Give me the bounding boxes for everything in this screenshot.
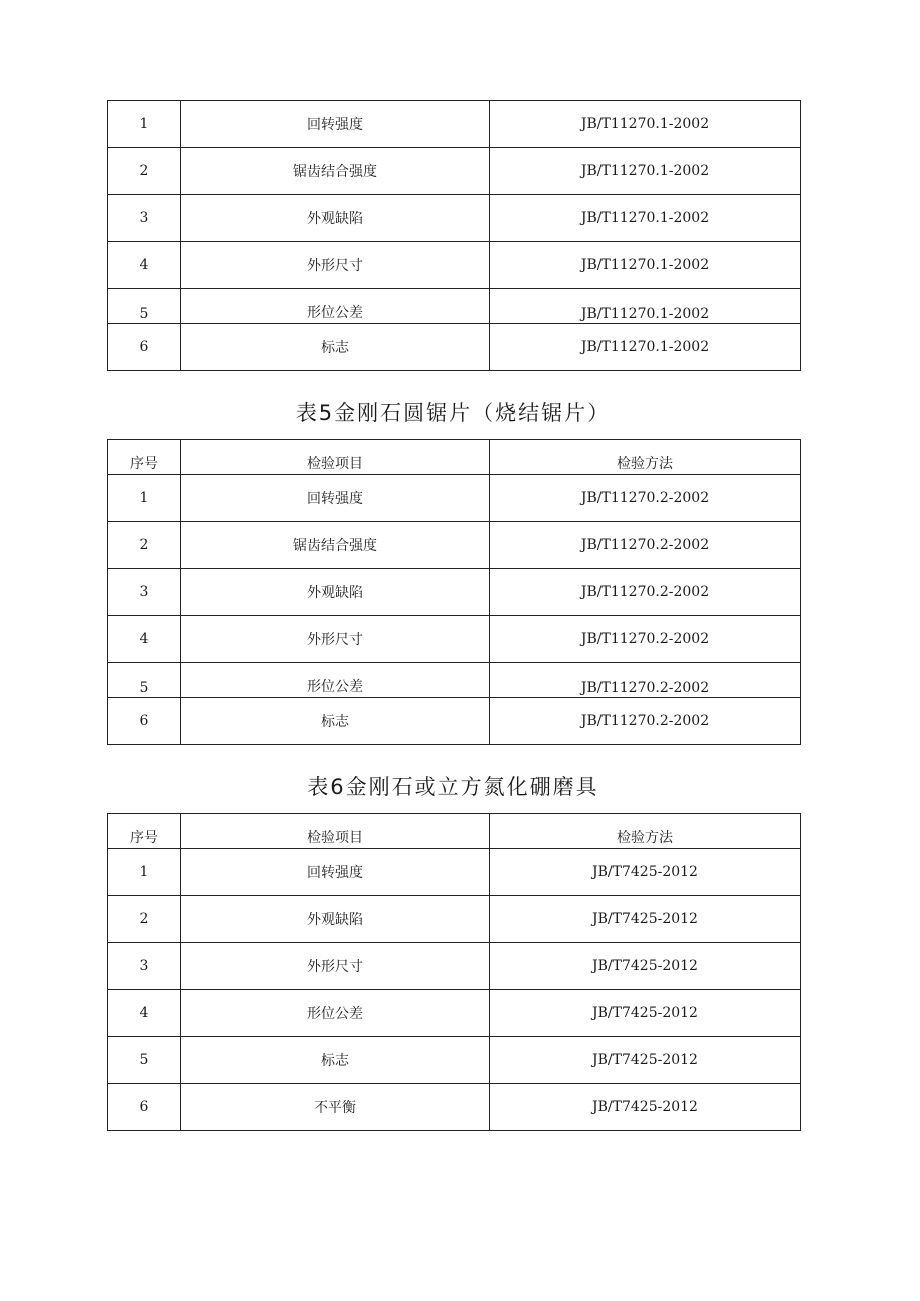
table-row [108, 242, 801, 289]
table-row [108, 569, 801, 616]
table-row [108, 616, 801, 663]
row-number: 3 [108, 943, 181, 990]
inspection-method: JB/T11270.1-2002 [490, 101, 801, 148]
inspection-method: JB/T11270.1-2002 [490, 324, 801, 371]
inspection-item: 形位公差 [181, 663, 490, 698]
row-number: 6 [108, 698, 181, 745]
table-row [108, 195, 801, 242]
row-number: 4 [108, 242, 181, 289]
table-5 [107, 439, 801, 745]
inspection-method: JB/T11270.2-2002 [490, 663, 801, 698]
row-number: 4 [108, 616, 181, 663]
row-number: 2 [108, 148, 181, 195]
inspection-method: JB/T11270.2-2002 [490, 698, 801, 745]
inspection-method: JB/T11270.1-2002 [490, 242, 801, 289]
inspection-method: JB/T7425-2012 [490, 990, 801, 1037]
table-row [108, 896, 801, 943]
inspection-method: JB/T11270.1-2002 [490, 148, 801, 195]
inspection-item: 标志 [181, 324, 490, 371]
table-row [108, 148, 801, 195]
header-number: 序号 [108, 440, 181, 475]
row-number: 3 [108, 569, 181, 616]
table-row [108, 663, 801, 698]
row-number: 1 [108, 475, 181, 522]
inspection-item: 外观缺陷 [181, 896, 490, 943]
header-number: 序号 [108, 814, 181, 849]
table-4 [107, 100, 801, 371]
table-5-caption: 表5金刚石圆锯片（烧结锯片） [295, 401, 611, 425]
inspection-method: JB/T11270.2-2002 [490, 522, 801, 569]
row-number: 1 [108, 849, 181, 896]
inspection-item: 标志 [181, 698, 490, 745]
inspection-item: 外观缺陷 [181, 195, 490, 242]
inspection-method: JB/T11270.1-2002 [490, 289, 801, 324]
inspection-method: JB/T7425-2012 [490, 849, 801, 896]
inspection-item: 外形尺寸 [181, 943, 490, 990]
row-number: 2 [108, 522, 181, 569]
inspection-item: 形位公差 [181, 990, 490, 1037]
header-method: 检验方法 [490, 440, 801, 475]
inspection-item: 外形尺寸 [181, 242, 490, 289]
inspection-method: JB/T7425-2012 [490, 896, 801, 943]
inspection-item: 回转强度 [181, 849, 490, 896]
inspection-item: 锯齿结合强度 [181, 148, 490, 195]
row-number: 6 [108, 324, 181, 371]
table-row [108, 289, 801, 324]
table-header-row [108, 440, 801, 475]
table-6-caption: 表6金刚石或立方氮化硼磨具 [307, 775, 599, 799]
inspection-item: 外形尺寸 [181, 616, 490, 663]
row-number: 6 [108, 1084, 181, 1131]
inspection-item: 回转强度 [181, 101, 490, 148]
row-number: 2 [108, 896, 181, 943]
table-row [108, 1037, 801, 1084]
inspection-method: JB/T7425-2012 [490, 1084, 801, 1131]
table-header-row [108, 814, 801, 849]
row-number: 5 [108, 663, 181, 698]
inspection-method: JB/T7425-2012 [490, 943, 801, 990]
table-row [108, 324, 801, 371]
inspection-item: 标志 [181, 1037, 490, 1084]
row-number: 4 [108, 990, 181, 1037]
row-number: 3 [108, 195, 181, 242]
inspection-item: 不平衡 [181, 1084, 490, 1131]
table-6 [107, 813, 801, 1131]
inspection-method: JB/T11270.2-2002 [490, 475, 801, 522]
inspection-item: 形位公差 [181, 289, 490, 324]
header-method: 检验方法 [490, 814, 801, 849]
table-row [108, 101, 801, 148]
row-number: 5 [108, 1037, 181, 1084]
inspection-method: JB/T11270.1-2002 [490, 195, 801, 242]
inspection-method: JB/T7425-2012 [490, 1037, 801, 1084]
inspection-method: JB/T11270.2-2002 [490, 616, 801, 663]
row-number: 1 [108, 101, 181, 148]
table-row [108, 1084, 801, 1131]
header-item: 检验项目 [181, 814, 490, 849]
table-row [108, 475, 801, 522]
inspection-item: 外观缺陷 [181, 569, 490, 616]
inspection-method: JB/T11270.2-2002 [490, 569, 801, 616]
header-item: 检验项目 [181, 440, 490, 475]
table-row [108, 522, 801, 569]
table-row [108, 990, 801, 1037]
table-row [108, 849, 801, 896]
inspection-item: 回转强度 [181, 475, 490, 522]
table-row [108, 943, 801, 990]
inspection-item: 锯齿结合强度 [181, 522, 490, 569]
table-row [108, 698, 801, 745]
row-number: 5 [108, 289, 181, 324]
